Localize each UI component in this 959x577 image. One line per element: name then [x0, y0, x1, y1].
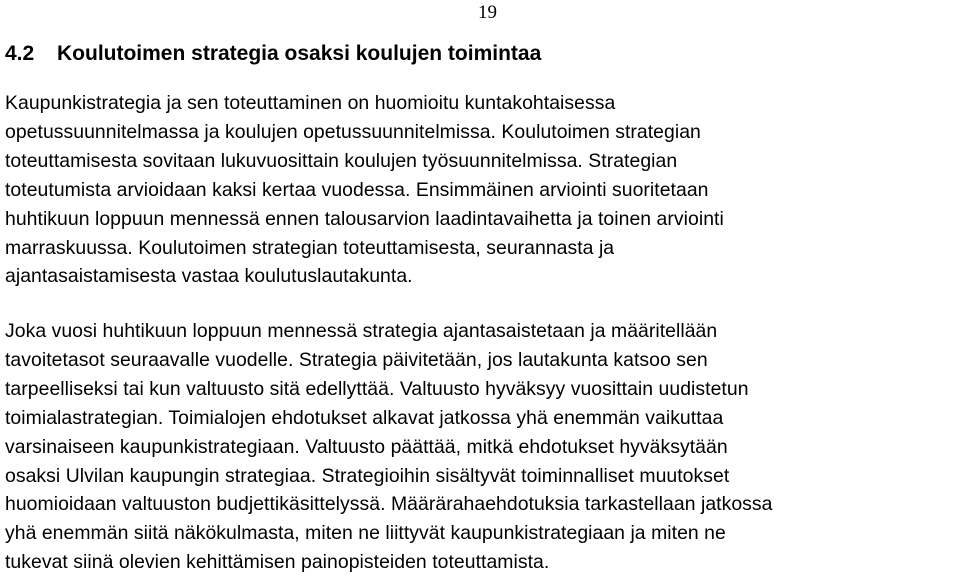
paragraph-line: Joka vuosi huhtikuun loppuun mennessä strategia ajantasaistetaan ja määritellään	[5, 320, 718, 342]
paragraph-1	[5, 89, 724, 291]
paragraph-2	[5, 317, 773, 577]
paragraph-line: Kaupunkistrategia ja sen toteuttaminen on huomioitu kuntakohtaisessa	[5, 92, 616, 114]
paragraph-line: opetussuunnitelmassa ja koulujen opetussuunnitelmissa. Koulutoimen strategian	[5, 120, 701, 143]
paragraph-line: huhtikuun loppuun mennessä ennen talousarvion laadintavaihetta ja toinen arviointi	[5, 207, 724, 230]
paragraph-line: yhä enemmän siitä näkökulmasta, miten ne liittyvät kaupunkistrategiaan ja miten ne	[5, 522, 726, 545]
section-heading	[5, 40, 541, 68]
paragraph-line: osaksi Ulvilan kaupungin strategiaa. Strategioihin sisältyvät toiminnalliset muutokset	[5, 464, 730, 487]
section-title: Koulutoimen strategia osaksi koulujen toimintaa	[57, 42, 542, 65]
paragraph-line: tavoitetasot seuraavalle vuodelle. Strategia päivitetään, jos lautakunta katsoo sen	[5, 348, 708, 371]
paragraph-line: tarpeelliseksi tai kun valtuusto sitä edellyttää. Valtuusto hyväksyy vuosittain uudistetun	[5, 377, 749, 400]
paragraph-line: varsinaiseen kaupunkistrategiaan. Valtuusto päättää, mitkä ehdotukset hyväksytään	[5, 435, 728, 458]
paragraph-line: huomioidaan valtuuston budjettikäsittelyssä. Määrärahaehdotuksia tarkastellaan jatkossa	[5, 493, 773, 516]
paragraph-line: toimialastrategian. Toimialojen ehdotukset alkavat jatkossa yhä enemmän vaikuttaa	[5, 406, 724, 429]
page-number: 19	[478, 2, 497, 23]
paragraph-line: tukevat siinä olevien kehittämisen painopisteiden toteuttamista.	[5, 551, 550, 574]
paragraph-line: ajantasaistamisesta vastaa koulutuslautakunta.	[5, 265, 413, 288]
section-number: 4.2	[5, 42, 35, 65]
paragraph-line: marraskuussa. Koulutoimen strategian toteuttamisesta, seurannasta ja	[5, 236, 615, 259]
paragraph-line: toteutumista arvioidaan kaksi kertaa vuodessa. Ensimmäinen arviointi suoritetaan	[5, 178, 709, 201]
paragraph-line: toteuttamisesta sovitaan lukuvuosittain koulujen työsuunnitelmissa. Strategian	[5, 149, 678, 172]
